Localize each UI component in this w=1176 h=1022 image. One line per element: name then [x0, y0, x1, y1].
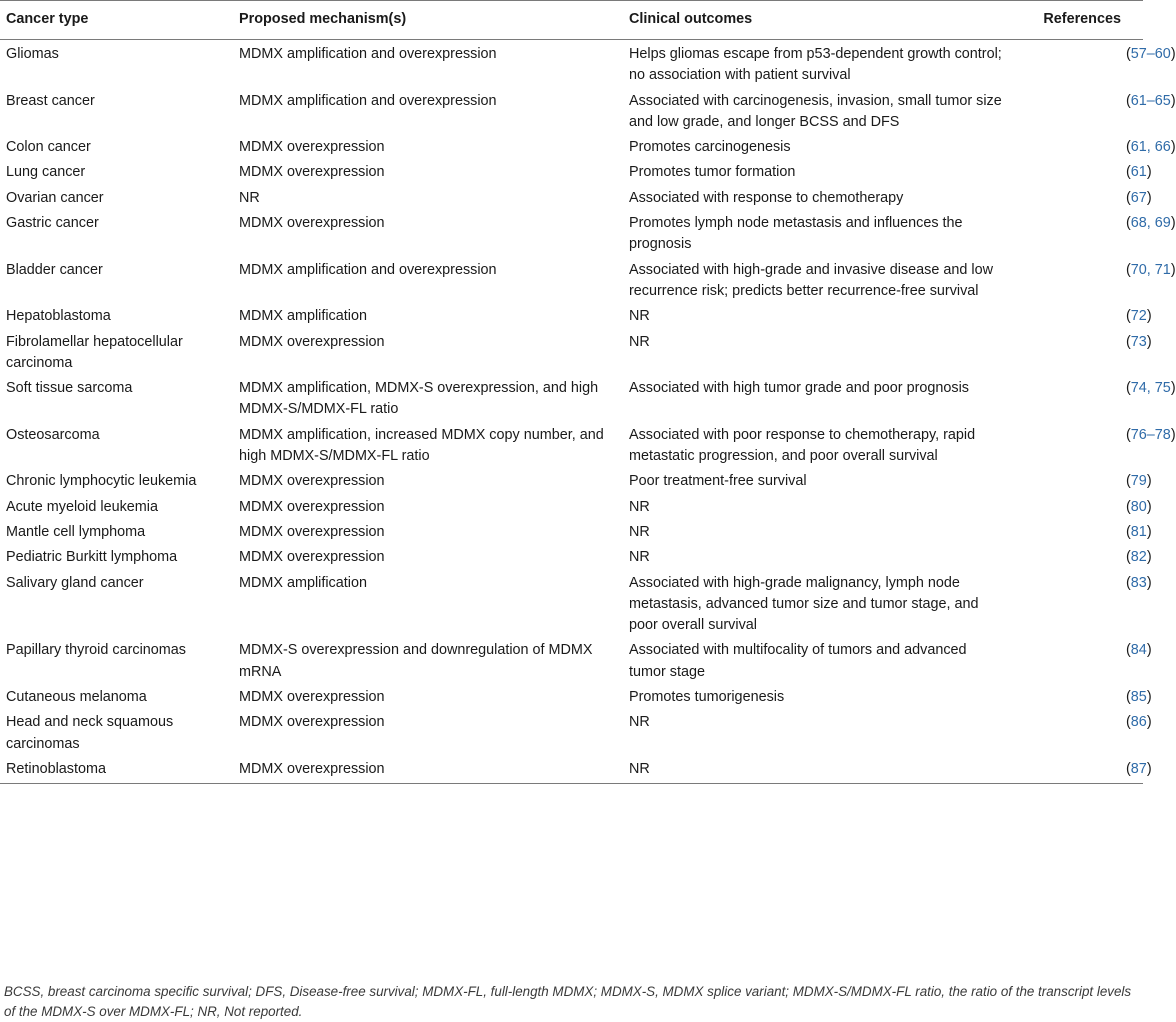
- table-row: [0, 543, 1143, 568]
- mechanism-cell: MDMX overexpression: [239, 164, 385, 181]
- cancer-type-cell: Gliomas: [6, 46, 59, 62]
- cancer-type-cell: Soft tissue sarcoma: [6, 380, 133, 397]
- table-row: [0, 755, 1143, 784]
- cancer-type-cell: Hepatoblastoma: [6, 308, 111, 325]
- reference-cell: (83): [1126, 574, 1152, 591]
- reference-link[interactable]: 81: [1130, 523, 1147, 540]
- clinical-outcome-cell: Associated with high-grade malignancy, lymph node metastasis, advanced tumor size and tumor stage, and poor overall survival: [629, 574, 979, 634]
- mechanism-cell: MDMX amplification, MDMX-S overexpression, and high MDMX-S/MDMX-FL ratio: [239, 380, 599, 418]
- clinical-outcome-cell: NR: [629, 714, 650, 731]
- reference-cell: (79): [1126, 473, 1152, 490]
- reference-link[interactable]: 61, 66: [1130, 139, 1171, 156]
- clinical-outcome-cell: Associated with multifocality of tumors and advanced tumor stage: [629, 642, 967, 680]
- reference-cell: (87): [1006, 755, 1143, 784]
- reference-link[interactable]: 83: [1130, 574, 1147, 591]
- mechanism-cell: MDMX overexpression: [239, 689, 385, 706]
- column-header-references: References: [1006, 1, 1143, 40]
- table-row: [0, 184, 1143, 209]
- mechanism-cell: MDMX amplification and overexpression: [239, 92, 497, 109]
- clinical-outcome-cell: NR: [623, 755, 1006, 784]
- table-footnote: BCSS, breast carcinoma specific survival; DFS, Disease-free survival; MDMX-FL, full-length MDMX; MDMX-S, MDMX splice variant; MDMX-S/MDMX-FL ratio, the ratio of the transcript levels of the MDMX-S over MDMX-FL; NR, Not reported.: [4, 984, 1132, 1019]
- clinical-outcome-cell: NR: [629, 523, 650, 540]
- cancer-type-cell: Cutaneous melanoma: [6, 689, 147, 706]
- reference-cell: (84): [1126, 642, 1152, 659]
- mechanism-cell: MDMX amplification and overexpression: [239, 46, 497, 62]
- reference-cell: (82): [1126, 549, 1152, 566]
- cancer-type-cell: Pediatric Burkitt lymphoma: [6, 549, 178, 566]
- reference-link[interactable]: 61–65: [1130, 92, 1171, 109]
- table-row: [0, 421, 1143, 468]
- reference-link[interactable]: 87: [1130, 760, 1147, 777]
- clinical-outcome-cell: Promotes carcinogenesis: [629, 139, 791, 156]
- reference-link[interactable]: 72: [1130, 308, 1147, 325]
- table-row: [0, 87, 1143, 134]
- mechanism-cell: MDMX overexpression: [239, 473, 385, 490]
- reference-link[interactable]: 84: [1130, 642, 1147, 659]
- mechanism-cell: MDMX amplification: [239, 308, 367, 325]
- cancer-type-cell: Breast cancer: [6, 92, 95, 109]
- reference-link[interactable]: 70, 71: [1130, 261, 1171, 278]
- clinical-outcome-cell: Promotes tumor formation: [629, 164, 796, 181]
- table-row: [0, 256, 1143, 303]
- mechanism-cell: MDMX overexpression: [239, 714, 385, 731]
- table-row: [0, 374, 1143, 421]
- mechanism-cell: MDMX overexpression: [239, 498, 385, 515]
- clinical-outcome-cell: NR: [629, 333, 650, 350]
- reference-link[interactable]: 74, 75: [1130, 380, 1171, 397]
- clinical-outcome-cell: NR: [629, 549, 650, 566]
- reference-link[interactable]: 68, 69: [1130, 215, 1171, 232]
- reference-cell: (85): [1126, 689, 1152, 706]
- cancer-type-cell: Acute myeloid leukemia: [6, 498, 158, 515]
- reference-cell: (68, 69): [1126, 215, 1176, 232]
- table-row: [0, 328, 1143, 375]
- table-row: [0, 302, 1143, 327]
- table-body: [0, 40, 1176, 784]
- reference-cell: (86): [1126, 714, 1152, 731]
- table-row: [0, 493, 1143, 518]
- clinical-outcome-cell: NR: [629, 498, 650, 515]
- table-row: [0, 209, 1143, 256]
- cancer-type-cell: Lung cancer: [6, 164, 86, 181]
- reference-link[interactable]: 79: [1130, 473, 1147, 490]
- clinical-outcome-cell: Associated with poor response to chemotherapy, rapid metastatic progression, and poor overall survival: [629, 426, 976, 465]
- mechanism-cell: MDMX amplification and overexpression: [239, 261, 497, 278]
- cancer-type-cell: Head and neck squamous carcinomas: [6, 714, 174, 752]
- mechanism-cell: MDMX overexpression: [233, 755, 623, 784]
- cancer-type-cell: Bladder cancer: [6, 261, 103, 278]
- column-header-mechanism: Proposed mechanism(s): [233, 1, 623, 40]
- table-row: [0, 158, 1143, 183]
- cancer-type-cell: Osteosarcoma: [6, 426, 100, 443]
- reference-link[interactable]: 67: [1130, 189, 1147, 206]
- reference-link[interactable]: 57–60: [1130, 46, 1171, 62]
- table-row: [0, 683, 1143, 708]
- table-row: [0, 708, 1143, 755]
- mechanism-cell: MDMX overexpression: [239, 549, 385, 566]
- mechanism-cell: MDMX overexpression: [239, 139, 385, 156]
- mechanism-cell: NR: [239, 189, 260, 206]
- table-row: [0, 569, 1143, 637]
- cancer-type-cell: Ovarian cancer: [6, 189, 104, 206]
- reference-link[interactable]: 61: [1130, 164, 1147, 181]
- cancer-type-cell: Retinoblastoma: [0, 755, 233, 784]
- column-header-cancer-type: Cancer type: [0, 1, 233, 40]
- reference-cell: (57–60): [1126, 46, 1176, 62]
- reference-link[interactable]: 85: [1130, 689, 1147, 706]
- reference-link[interactable]: 73: [1130, 333, 1147, 350]
- cancer-type-cell: Colon cancer: [6, 139, 91, 156]
- reference-cell: (70, 71): [1126, 261, 1176, 278]
- table-row: [0, 518, 1143, 543]
- reference-cell: (72): [1126, 308, 1152, 325]
- clinical-outcome-cell: Promotes lymph node metastasis and influences the prognosis: [629, 215, 963, 253]
- cancer-type-cell: Chronic lymphocytic leukemia: [6, 473, 197, 490]
- reference-cell: (73): [1126, 333, 1152, 350]
- cancer-type-cell: Mantle cell lymphoma: [6, 523, 146, 540]
- reference-cell: (67): [1126, 189, 1152, 206]
- clinical-outcome-cell: Helps gliomas escape from p53-dependent growth control; no association with patient survival: [629, 46, 1002, 84]
- reference-link[interactable]: 80: [1130, 498, 1147, 515]
- reference-cell: (76–78): [1126, 426, 1176, 443]
- header-row: [0, 1, 1143, 40]
- clinical-outcome-cell: Associated with high tumor grade and poor prognosis: [629, 380, 969, 397]
- reference-cell: (61, 66): [1126, 139, 1176, 156]
- reference-cell: (81): [1126, 523, 1152, 540]
- cancer-type-cell: Papillary thyroid carcinomas: [6, 642, 186, 659]
- reference-cell: (61–65): [1126, 92, 1176, 109]
- clinical-outcome-cell: NR: [629, 308, 650, 325]
- reference-cell: (61): [1126, 164, 1152, 181]
- table-row: [0, 636, 1143, 683]
- cancer-type-cell: Fibrolamellar hepatocellular carcinoma: [6, 333, 183, 371]
- reference-cell: (74, 75): [1126, 380, 1176, 397]
- reference-cell: (80): [1126, 498, 1152, 515]
- mechanism-cell: MDMX overexpression: [239, 333, 385, 350]
- cancer-type-cell: Gastric cancer: [6, 215, 99, 232]
- mechanism-cell: MDMX overexpression: [239, 523, 385, 540]
- mechanism-cell: MDMX overexpression: [239, 215, 385, 232]
- reference-link[interactable]: 82: [1130, 549, 1147, 566]
- clinical-outcome-cell: Associated with response to chemotherapy: [629, 189, 904, 206]
- mechanism-cell: MDMX amplification: [239, 574, 367, 591]
- column-header-clinical-outcomes: Clinical outcomes: [623, 1, 1006, 40]
- reference-link[interactable]: 86: [1130, 714, 1147, 731]
- table-row: [0, 40, 1143, 87]
- clinical-outcome-cell: Promotes tumorigenesis: [629, 689, 785, 706]
- mechanism-cell: MDMX amplification, increased MDMX copy number, and high MDMX-S/MDMX-FL ratio: [239, 426, 604, 465]
- clinical-outcome-cell: Poor treatment-free survival: [629, 473, 807, 490]
- clinical-outcome-cell: Associated with carcinogenesis, invasion, small tumor size and low grade, and longer BCSS and DFS: [629, 92, 1002, 130]
- cancer-type-cell: Salivary gland cancer: [6, 574, 144, 591]
- mechanism-cell: MDMX-S overexpression and downregulation of MDMX mRNA: [239, 642, 593, 680]
- reference-link[interactable]: 76–78: [1130, 426, 1171, 443]
- table-row: [0, 467, 1143, 492]
- table-row: [0, 133, 1143, 158]
- clinical-outcome-cell: Associated with high-grade and invasive disease and low recurrence risk; predicts better recurrence-free survival: [629, 261, 993, 299]
